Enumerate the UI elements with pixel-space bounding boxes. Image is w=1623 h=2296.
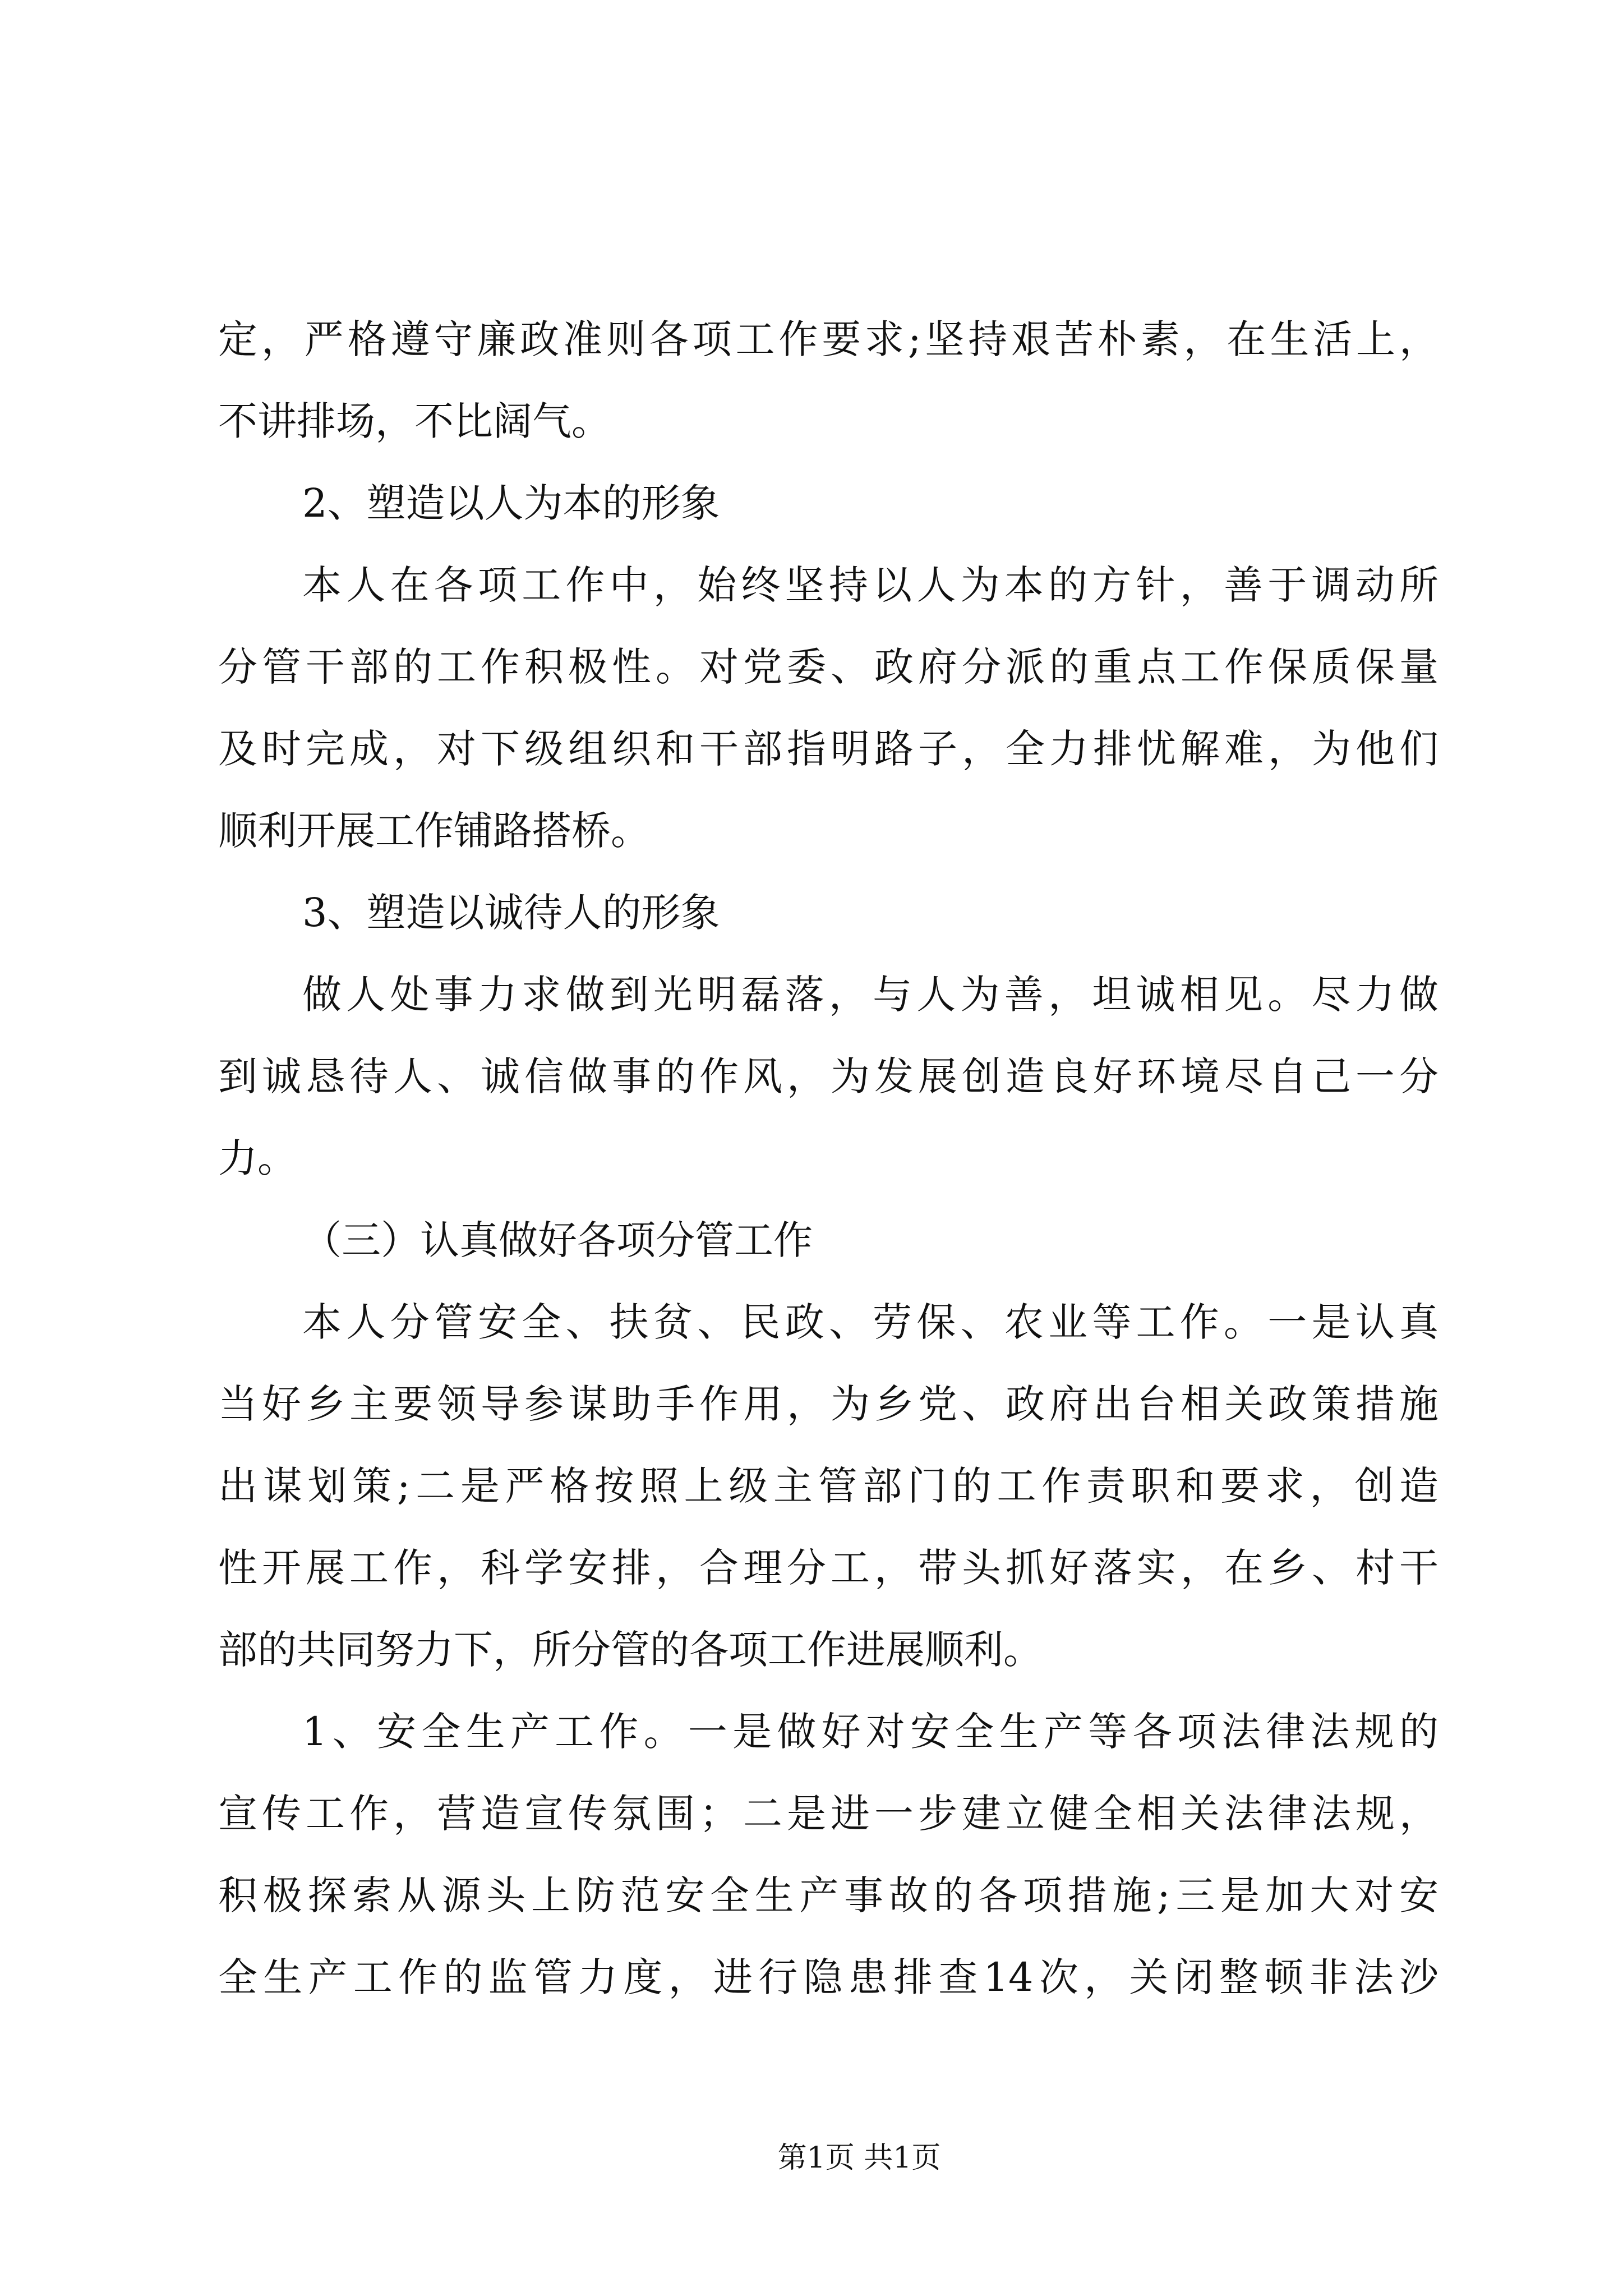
page-footer: 第1页 共1页 (777, 2141, 941, 2175)
paragraph-line: 本人在各项工作中，始终坚持以人为本的方针，善于调动所 (302, 562, 1438, 608)
document-body (218, 298, 1438, 2018)
paragraph-line: 全生产工作的监管力度，进行隐患排查14次，关闭整顿非法沙 (218, 1954, 1438, 2000)
paragraph-line: 不讲排场，不比阔气。 (218, 398, 611, 444)
paragraph-line: 积极探索从源头上防范安全生产事故的各项措施;三是加大对安 (218, 1872, 1438, 1918)
paragraph-line: 分管干部的工作积极性。对党委、政府分派的重点工作保质保量 (218, 644, 1438, 690)
section-heading: 2、塑造以人为本的形象 (302, 480, 720, 526)
part-heading: （三）认真做好各项分管工作 (302, 1217, 813, 1263)
paragraph-line: 定，严格遵守廉政准则各项工作要求;坚持艰苦朴素，在生活上， (218, 316, 1438, 362)
paragraph-line: 部的共同努力下，所分管的各项工作进展顺利。 (218, 1627, 1043, 1673)
paragraph-line: 做人处事力求做到光明磊落，与人为善，坦诚相见。尽力做 (302, 972, 1438, 1018)
paragraph-line: 宣传工作，营造宣传氛围；二是进一步建立健全相关法律法规， (218, 1791, 1438, 1837)
paragraph-line: 出谋划策;二是严格按照上级主管部门的工作责职和要求，创造 (218, 1463, 1438, 1509)
paragraph-line: 性开展工作，科学安排，合理分工，带头抓好落实，在乡、村干 (218, 1545, 1438, 1591)
paragraph-line: 及时完成，对下级组织和干部指明路子，全力排忧解难，为他们 (218, 726, 1438, 772)
paragraph-line: 本人分管安全、扶贫、民政、劳保、农业等工作。一是认真 (302, 1299, 1438, 1345)
paragraph-line: 到诚恳待人、诚信做事的作风，为发展创造良好环境尽自己一分 (218, 1053, 1438, 1099)
section-heading: 3、塑造以诚待人的形象 (302, 890, 720, 936)
paragraph-line: 力。 (218, 1135, 297, 1181)
paragraph-line: 顺利开展工作铺路搭桥。 (218, 808, 650, 854)
paragraph-line: 1、安全生产工作。一是做好对安全生产等各项法律法规的 (302, 1709, 1438, 1755)
paragraph-line: 当好乡主要领导参谋助手作用，为乡党、政府出台相关政策措施 (218, 1381, 1438, 1427)
